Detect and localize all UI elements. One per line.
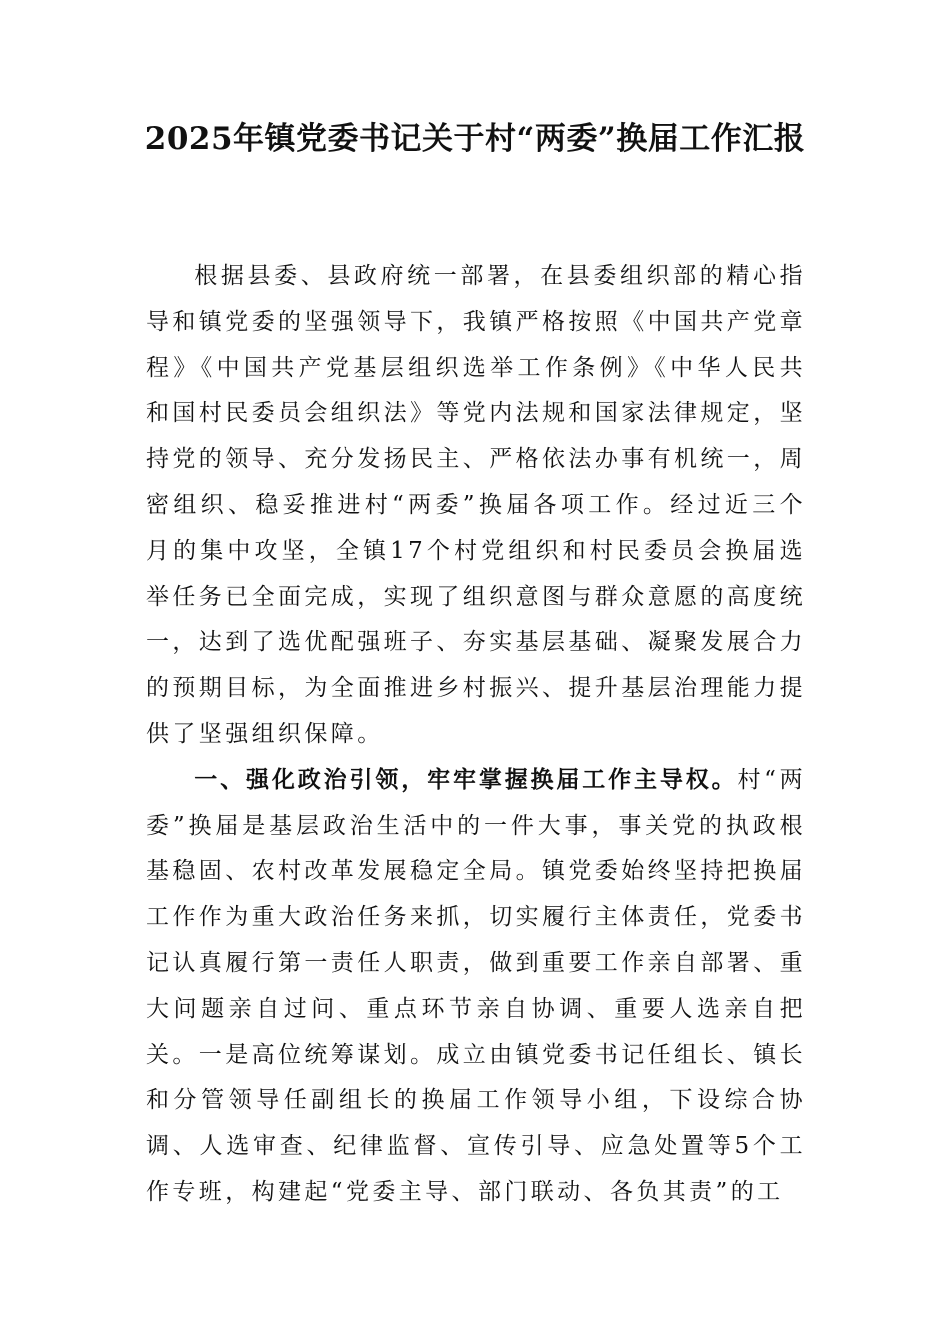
section-one-text: 村“两委”换届是基层政治生活中的一件大事，事关党的执政根基稳固、农村改革发展稳定全局。镇党委始终坚持把换届工作作为重大政治任务来抓，切实履行主体责任，党委书记认真履行第一责任人职责，做到重要工作亲自部署、重大问题亲自过问、重点环节亲自协调、重要人选亲自把关。一是高位统筹谋划。成立由镇党委书记任组长、镇长和分管领导任副组长的换届工作领导小组，下设综合协调、人选审查、纪律监督、宣传引导、应急处置等5个工作专班，构建起“党委主导、部门联动、各负其责”的工: [146, 766, 806, 1205]
document-body: [146, 254, 806, 1216]
section-one-paragraph: [146, 758, 806, 1216]
section-one-heading: 一、强化政治引领，牢牢掌握换届工作主导权。: [194, 766, 738, 793]
document-title: 2025年镇党委书记关于村“两委”换届工作汇报: [144, 121, 806, 157]
intro-paragraph: 根据县委、县政府统一部署，在县委组织部的精心指导和镇党委的坚强领导下，我镇严格按照《中国共产党章程》《中国共产党基层组织选举工作条例》《中华人民共和国村民委员会组织法》等党内法规和国家法律规定，坚持党的领导、充分发扬民主、严格依法办事有机统一，周密组织、稳妥推进村“两委”换届各项工作。经过近三个月的集中攻坚，全镇17个村党组织和村民委员会换届选举任务已全面完成，实现了组织意图与群众意愿的高度统一，达到了选优配强班子、夯实基层基础、凝聚发展合力的预期目标，为全面推进乡村振兴、提升基层治理能力提供了坚强组织保障。: [146, 263, 806, 747]
